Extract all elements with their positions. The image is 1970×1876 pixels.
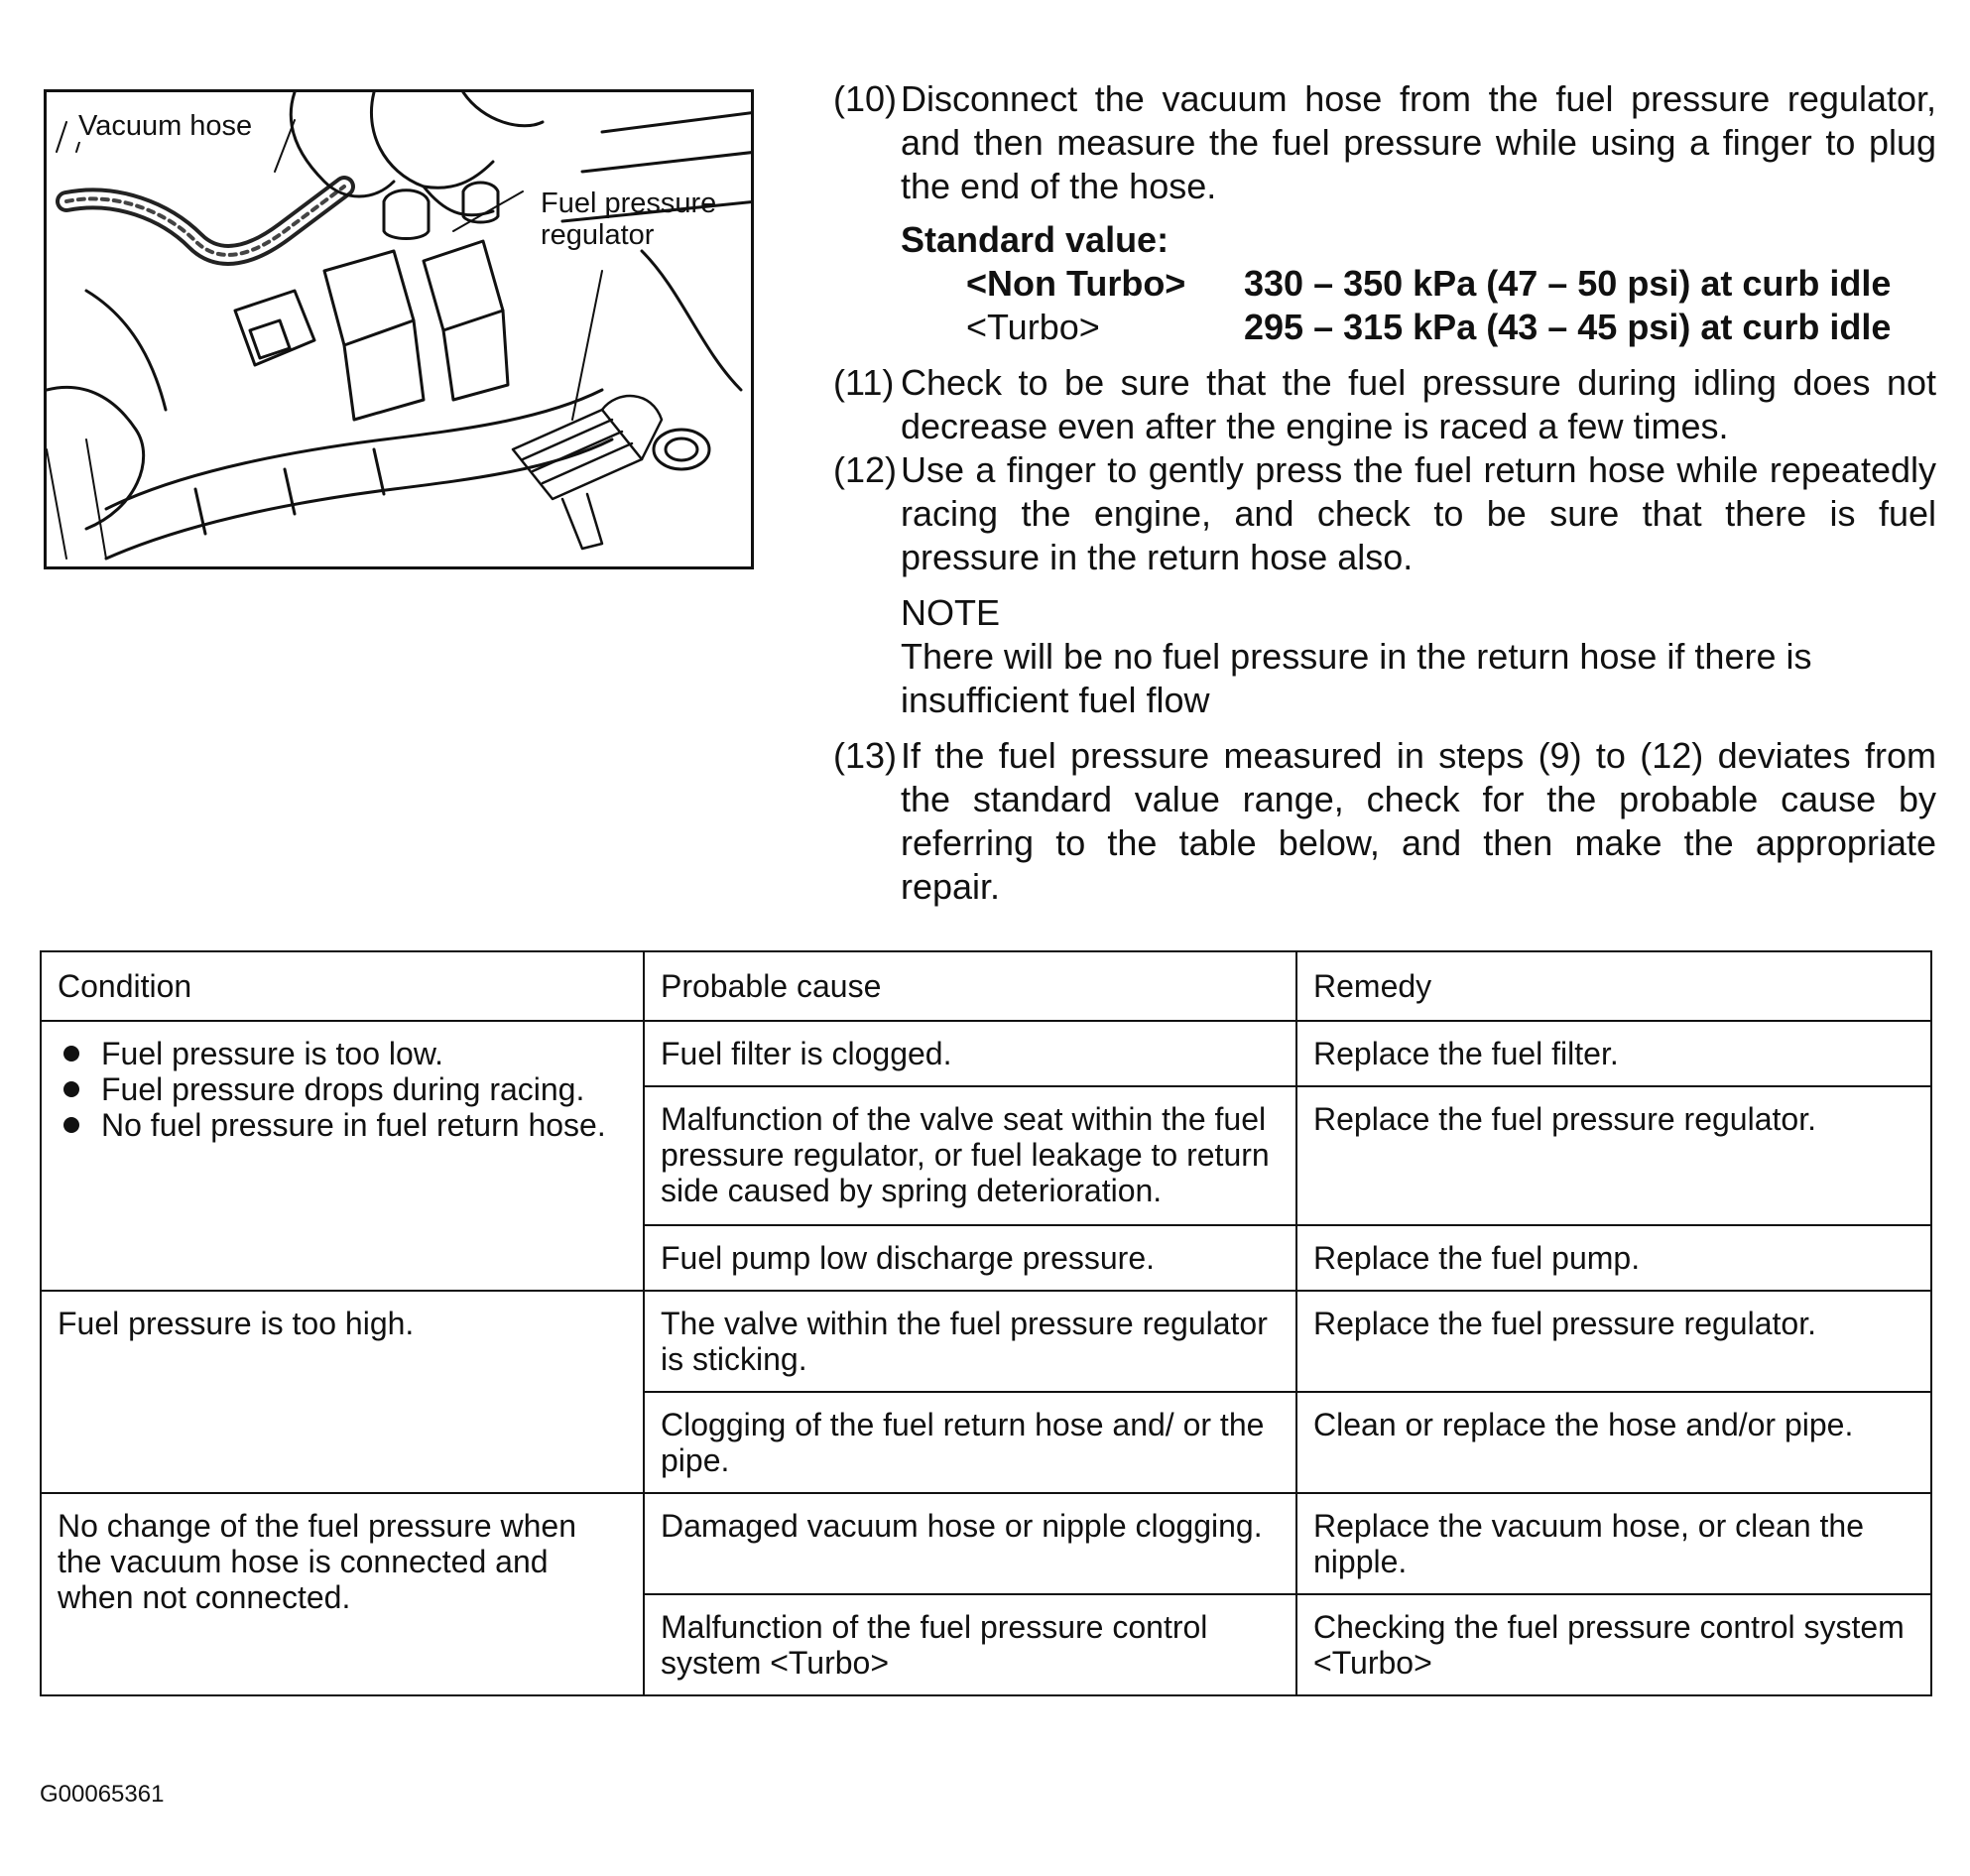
- label-vacuum-hose: Vacuum hose: [74, 110, 256, 142]
- cause-cell: Malfunction of the valve seat within the fuel pressure regulator, or fuel leakage to return side caused by spring deterioration.: [644, 1086, 1296, 1225]
- condition-cell: No change of the fuel pressure when the vacuum hose is connected and when not connected.: [41, 1493, 644, 1695]
- step-number: (13): [833, 735, 898, 776]
- cause-cell: The valve within the fuel pressure regulator is sticking.: [644, 1291, 1296, 1392]
- step-10: [833, 77, 1936, 208]
- condition-list: [58, 1036, 629, 1143]
- illustration-fuel-pressure-regulator: [44, 89, 754, 569]
- standard-value-condition: <Turbo>: [966, 307, 1100, 347]
- standard-value-block: [901, 218, 1936, 262]
- condition-cell: [41, 1021, 644, 1291]
- step-12: [833, 448, 1936, 579]
- note-text: There will be no fuel pressure in the return hose if there is insufficient fuel flow: [901, 636, 1812, 720]
- standard-value-condition: <Non Turbo>: [966, 263, 1186, 304]
- cause-cell: Malfunction of the fuel pressure control system <Turbo>: [644, 1594, 1296, 1695]
- standard-value-value: 330 – 350 kPa (47 – 50 psi) at curb idle: [1244, 263, 1892, 304]
- list-item: Fuel pressure is too low.: [58, 1036, 629, 1071]
- cause-cell: Damaged vacuum hose or nipple clogging.: [644, 1493, 1296, 1594]
- table-row: [41, 1291, 1931, 1392]
- step-text: Disconnect the vacuum hose from the fuel pressure regulator, and then measure the fuel pressure while using a finger to plug the end of the hose.: [901, 78, 1936, 206]
- list-item: Fuel pressure drops during racing.: [58, 1071, 629, 1107]
- cause-cell: Fuel pump low discharge pressure.: [644, 1225, 1296, 1291]
- step-text: Check to be sure that the fuel pressure during idling does not decrease even after the engine is raced a few times.: [901, 362, 1936, 446]
- standard-value-row: [966, 306, 1936, 349]
- list-item: No fuel pressure in fuel return hose.: [58, 1107, 629, 1143]
- troubleshooting-table: [40, 950, 1932, 1696]
- remedy-cell: Replace the fuel pump.: [1296, 1225, 1931, 1291]
- note-title: NOTE: [901, 592, 1001, 633]
- remedy-cell: Checking the fuel pressure control system <Turbo>: [1296, 1594, 1931, 1695]
- table-row: [41, 1021, 1931, 1086]
- remedy-cell: Replace the fuel filter.: [1296, 1021, 1931, 1086]
- step-text: Use a finger to gently press the fuel return hose while repeatedly racing the engine, and check to be sure that there is fuel pressure in the return hose also.: [901, 449, 1936, 577]
- table-header-row: [41, 951, 1931, 1021]
- step-11: [833, 361, 1936, 448]
- engine-line-drawing: [47, 92, 754, 569]
- bullet-icon: [63, 1081, 79, 1097]
- step-13: [833, 734, 1936, 909]
- remedy-cell: Clean or replace the hose and/or pipe.: [1296, 1392, 1931, 1493]
- header-remedy: Remedy: [1296, 951, 1931, 1021]
- step-number: (10): [833, 78, 898, 119]
- bullet-icon: [63, 1046, 79, 1062]
- remedy-cell: Replace the fuel pressure regulator.: [1296, 1291, 1931, 1392]
- note-block: [901, 591, 1936, 722]
- cause-cell: Clogging of the fuel return hose and/ or the pipe.: [644, 1392, 1296, 1493]
- standard-value-row: [966, 262, 1936, 306]
- header-condition: Condition: [41, 951, 644, 1021]
- table-row: [41, 1493, 1931, 1594]
- instruction-steps: [833, 77, 1936, 909]
- document-id: G00065361: [40, 1781, 165, 1808]
- remedy-cell: Replace the vacuum hose, or clean the nipple.: [1296, 1493, 1931, 1594]
- standard-value-value: 295 – 315 kPa (43 – 45 psi) at curb idle: [1244, 307, 1892, 347]
- remedy-cell: Replace the fuel pressure regulator.: [1296, 1086, 1931, 1225]
- bullet-icon: [63, 1117, 79, 1133]
- cause-cell: Fuel filter is clogged.: [644, 1021, 1296, 1086]
- standard-value-title: Standard value:: [901, 219, 1170, 260]
- step-text: If the fuel pressure measured in steps (9) to (12) deviates from the standard value range, check for the probable cause by referring to the table below, and then make the appropriate repair.: [901, 735, 1936, 907]
- label-fuel-pressure-regulator: Fuel pressure regulator: [541, 188, 717, 251]
- step-number: (12): [833, 449, 898, 490]
- condition-cell: Fuel pressure is too high.: [41, 1291, 644, 1493]
- step-number: (11): [833, 362, 895, 403]
- header-probable-cause: Probable cause: [644, 951, 1296, 1021]
